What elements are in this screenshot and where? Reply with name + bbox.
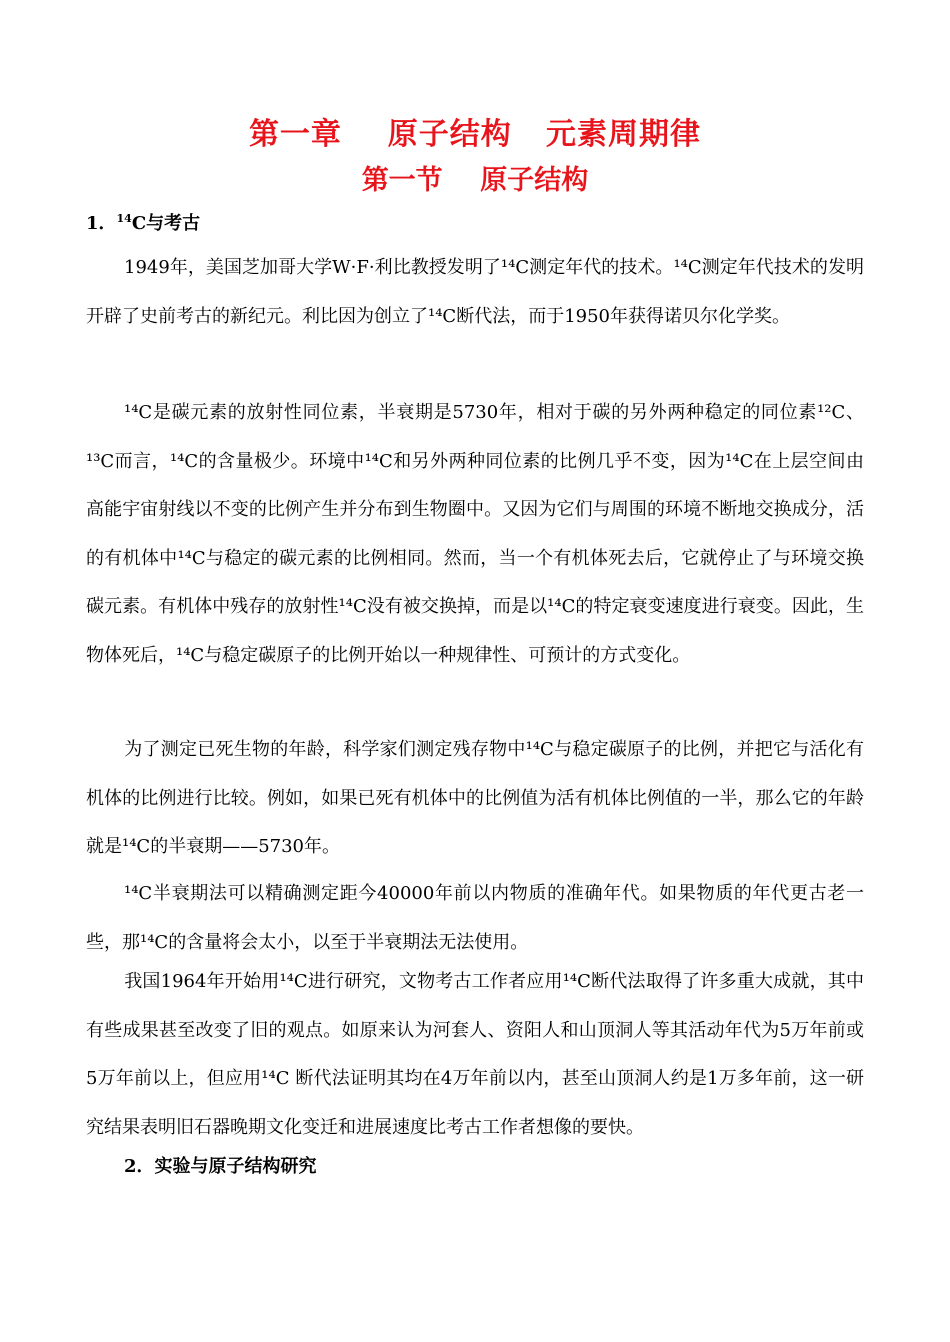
- chapter-title: 第一章 原子结构 元素周期律: [248, 117, 702, 152]
- paragraph-5: [86, 958, 864, 1152]
- heading-2: 2．实验与原子结构研究: [124, 1156, 317, 1177]
- paragraph-4: [86, 870, 864, 967]
- paragraph-1: [86, 244, 864, 341]
- section-title: 第一节 原子结构: [361, 165, 589, 196]
- heading-1-superscript: 14: [116, 212, 132, 225]
- paragraph-3-text: 为了测定已死生物的年龄，科学家们测定残存物中¹⁴C与稳定碳原子的比例，并把它与活化有机体的比例进行比较。例如，如果已死有机体中的比例值为活有机体比例值的一半，那么它的年龄就是¹⁴C的半衰期——5730年。: [86, 739, 864, 858]
- paragraph-5-text: 我国1964年开始用¹⁴C进行研究，文物考古工作者应用¹⁴C断代法取得了许多重大成就，其中有些成果甚至改变了旧的观点。如原来认为河套人、资阳人和山顶洞人等其活动年代为5万年前或5万年前以上，但应用¹⁴C 断代法证明其均在4万年前以内，甚至山顶洞人约是1万多年前，这一研究结果表明旧石器晚期文化变迁和进展速度比考古工作者想像的要快。: [86, 971, 864, 1138]
- paragraph-2-text: ¹⁴C是碳元素的放射性同位素，半衰期是5730年，相对于碳的另外两种稳定的同位素¹²C、¹³C而言，¹⁴C的含量极少。环境中¹⁴C和另外两种同位素的比例几乎不变，因为¹⁴C在上层空间由高能宇宙射线以不变的比例产生并分布到生物圈中。又因为它们与周围的环境不断地交换成分，活的有机体中¹⁴C与稳定的碳元素的比例相同。然而，当一个有机体死去后，它就停止了与环境交换碳元素。有机体中残存的放射性¹⁴C没有被交换掉，而是以¹⁴C的特定衰变速度进行衰变。因此，生物体死后，¹⁴C与稳定碳原子的比例开始以一种规律性、可预计的方式变化。: [86, 402, 864, 666]
- paragraph-4-text: ¹⁴C半衰期法可以精确测定距今40000年前以内物质的准确年代。如果物质的年代更古老一些，那¹⁴C的含量将会太小，以至于半衰期法无法使用。: [86, 883, 864, 953]
- paragraph-2: [86, 389, 864, 681]
- paragraph-1-text: 1949年，美国芝加哥大学W·F·利比教授发明了¹⁴C测定年代的技术。¹⁴C测定年代技术的发明开辟了史前考古的新纪元。利比因为创立了¹⁴C断代法，而于1950年获得诺贝尔化学奖。: [86, 257, 864, 327]
- heading-1-text: C与考古: [131, 213, 201, 234]
- heading-1: [86, 212, 200, 236]
- paragraph-3: [86, 726, 864, 872]
- heading-1-number: 1．: [86, 213, 117, 234]
